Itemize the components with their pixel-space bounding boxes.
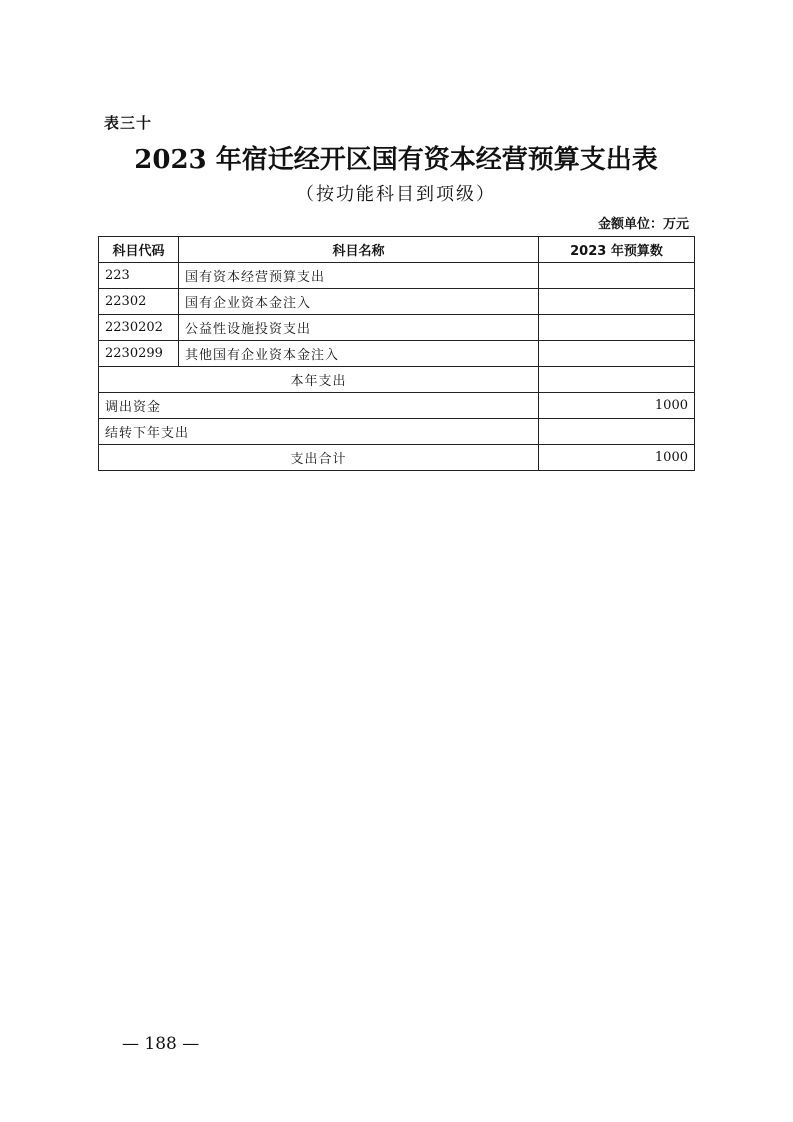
row-amount [539, 263, 695, 289]
summary-label: 本年支出 [99, 367, 539, 393]
row-code: 223 [99, 263, 179, 289]
budget-table [98, 236, 695, 471]
summary-amount [539, 419, 695, 445]
summary-label: 调出资金 [99, 393, 539, 419]
header-amount: 2023 年预算数 [539, 237, 695, 263]
summary-amount: 1000 [539, 393, 695, 419]
summary-label: 支出合计 [99, 445, 539, 471]
row-amount [539, 289, 695, 315]
row-amount [539, 315, 695, 341]
summary-row-current-year [99, 367, 695, 393]
page-subtitle: （按功能科目到项级） [296, 184, 496, 205]
row-name: 其他国有企业资本金注入 [179, 341, 539, 367]
table-header-row [99, 237, 695, 263]
table-row [99, 289, 695, 315]
page-number: — 188 — [122, 1034, 200, 1054]
row-amount [539, 341, 695, 367]
header-code: 科目代码 [99, 237, 179, 263]
table-row [99, 315, 695, 341]
summary-amount [539, 367, 695, 393]
row-code: 2230299 [99, 341, 179, 367]
page-title: 2023 年宿迁经开区国有资本经营预算支出表 [134, 145, 658, 175]
row-name: 国有企业资本金注入 [179, 289, 539, 315]
header-name: 科目名称 [179, 237, 539, 263]
summary-row-carry-forward [99, 419, 695, 445]
summary-row-transfer-out [99, 393, 695, 419]
table-number-label: 表三十 [104, 114, 153, 132]
summary-label: 结转下年支出 [99, 419, 539, 445]
row-code: 2230202 [99, 315, 179, 341]
row-code: 22302 [99, 289, 179, 315]
row-name: 公益性设施投资支出 [179, 315, 539, 341]
table-row [99, 341, 695, 367]
row-name: 国有资本经营预算支出 [179, 263, 539, 289]
unit-label: 金额单位：万元 [597, 217, 689, 232]
table-row [99, 263, 695, 289]
summary-row-total [99, 445, 695, 471]
summary-amount: 1000 [539, 445, 695, 471]
